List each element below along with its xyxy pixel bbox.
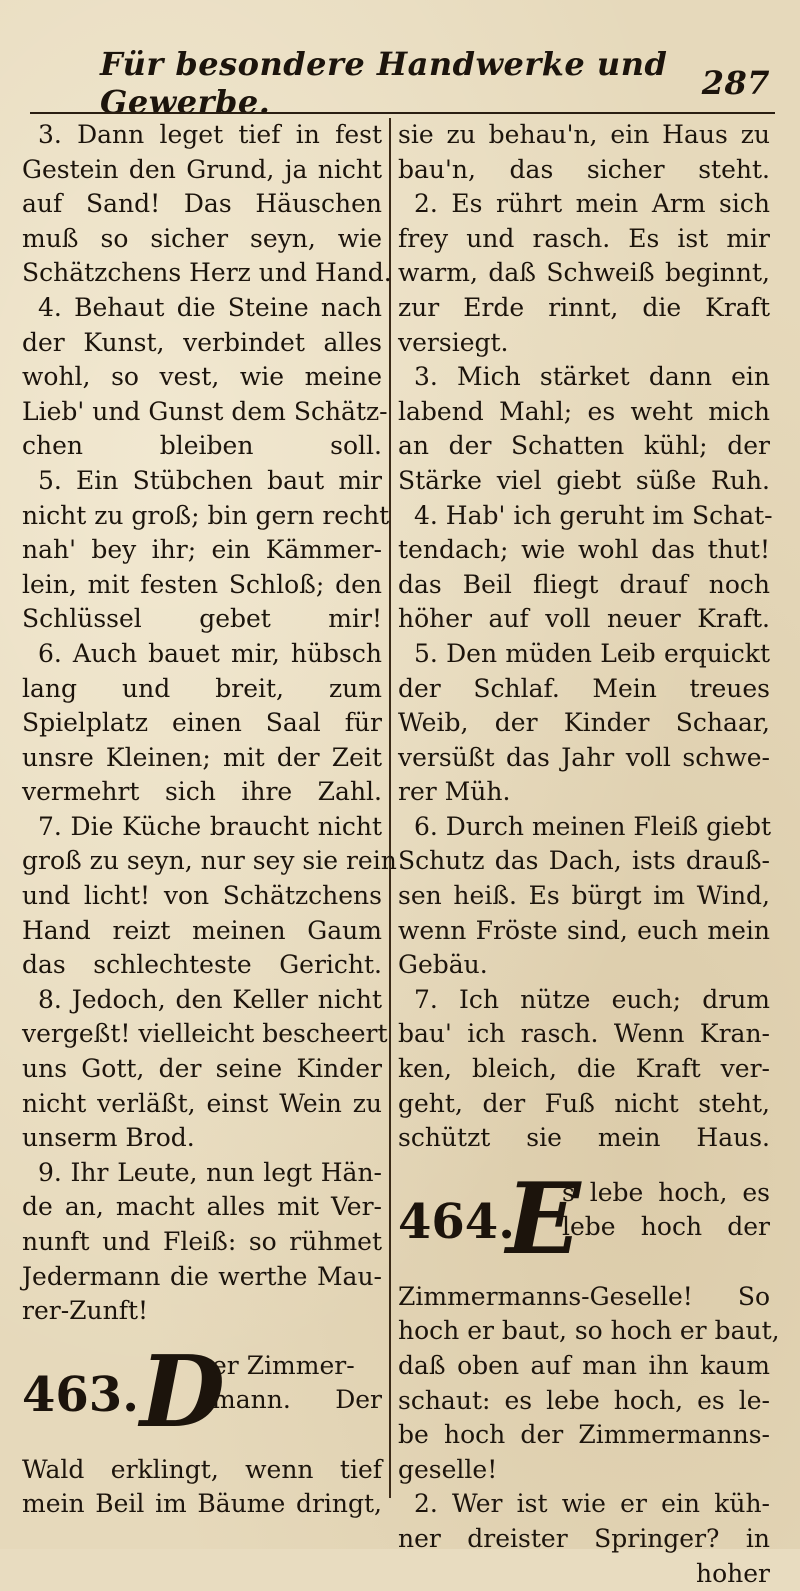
text-line xyxy=(22,948,382,983)
text-line xyxy=(398,464,770,499)
text-line xyxy=(398,291,770,326)
text-line xyxy=(398,1121,770,1156)
line-text: höher auf voll neuer Kraft. xyxy=(398,604,770,634)
line-text: 7. Ich nütze euch; drum xyxy=(414,984,770,1014)
line-text: 2. Wer ist wie er ein küh- xyxy=(414,1489,770,1519)
text-line xyxy=(398,879,770,914)
line-text: 7. Die Küche braucht nicht xyxy=(38,811,382,841)
text-line xyxy=(398,1384,770,1419)
line-text: muß so sicher seyn, wie xyxy=(22,223,382,253)
text-line xyxy=(22,360,382,395)
line-text: Spielplatz einen Saal für xyxy=(22,708,382,738)
line-text: frey und rasch. Es ist mir xyxy=(398,223,770,253)
text-line xyxy=(398,810,770,845)
text-line xyxy=(562,1210,770,1245)
text-line xyxy=(398,1052,770,1087)
text-line xyxy=(22,187,382,222)
text-line xyxy=(22,1017,388,1052)
text-line xyxy=(398,914,770,949)
line-text: hoch er baut, so hoch er baut, xyxy=(398,1316,780,1346)
text-line xyxy=(22,1121,382,1156)
text-line xyxy=(22,326,382,361)
text-line xyxy=(398,153,770,188)
text-line xyxy=(22,706,382,741)
line-text: Zimmermanns-Geselle! So xyxy=(398,1281,770,1311)
text-line xyxy=(22,222,382,257)
hymn-number: 464. xyxy=(398,1193,515,1250)
text-line xyxy=(398,1453,770,1488)
text-line xyxy=(22,499,390,534)
text-line xyxy=(398,983,770,1018)
running-header xyxy=(100,45,770,121)
text-line xyxy=(22,1294,382,1329)
hymn-number: 463. xyxy=(22,1366,139,1423)
line-text: geht, der Fuß nicht steht, xyxy=(398,1088,770,1118)
line-text: unserm Brod. xyxy=(22,1123,195,1153)
line-text: das schlechteste Gericht. xyxy=(22,950,382,980)
line-text: 6. Auch bauet mir, hübsch xyxy=(38,638,382,668)
line-text: das Beil fliegt drauf noch xyxy=(398,569,770,599)
line-text: er Zimmer- xyxy=(212,1350,355,1380)
line-text: 5. Den müden Leib erquickt xyxy=(414,638,770,668)
line-text: 8. Jedoch, den Keller nicht xyxy=(38,984,382,1014)
text-line xyxy=(398,568,770,603)
text-line xyxy=(22,983,382,1018)
text-line xyxy=(212,1349,382,1384)
line-text: tendach; wie wohl das thut! xyxy=(398,535,770,565)
line-text: zur Erde rinnt, die Kraft xyxy=(398,292,770,322)
text-line xyxy=(398,360,770,395)
text-line xyxy=(398,1522,770,1557)
header-rule xyxy=(30,112,775,114)
line-text: Wald erklingt, wenn tief xyxy=(22,1454,382,1484)
line-text: Hand reizt meinen Gaum xyxy=(22,915,382,945)
text-line xyxy=(398,326,770,361)
text-line xyxy=(398,741,770,776)
line-text: 3. Dann leget tief in fest xyxy=(38,120,382,149)
hymn-head-lines xyxy=(562,1172,770,1245)
line-text: sie zu behau'n, ein Haus zu xyxy=(398,120,770,149)
line-text: lang und breit, zum xyxy=(22,673,382,703)
line-text: geselle! xyxy=(398,1454,498,1484)
line-text: groß zu seyn, nur sey sie rein xyxy=(22,846,397,876)
line-text: bau'n, das sicher steht. xyxy=(398,154,770,184)
text-line xyxy=(22,1225,382,1260)
line-text: nah' bey ihr; ein Kämmer- xyxy=(22,535,382,565)
line-text: der Kunst, verbindet alles xyxy=(22,327,382,357)
text-line xyxy=(22,395,388,430)
line-text: be hoch der Zimmermanns- xyxy=(398,1420,770,1450)
line-text: Schätzchens Herz und Hand. xyxy=(22,258,392,288)
line-text: auf Sand! Das Häuschen xyxy=(22,189,382,219)
line-text: wohl, so vest, wie meine xyxy=(22,362,382,392)
line-text: sen heiß. Es bürgt im Wind, xyxy=(398,881,770,911)
line-text: Schlüssel gebet mir! xyxy=(22,604,382,634)
hymn-head-lines xyxy=(212,1345,382,1418)
text-line xyxy=(22,533,382,568)
hymn-463-text xyxy=(22,1453,382,1522)
running-title: Für besondere Handwerke und Gewerbe. xyxy=(100,45,668,121)
line-text: Lieb' und Gunst dem Schätz- xyxy=(22,396,388,426)
line-text: 2. Es rührt mein Arm sich xyxy=(414,189,770,219)
text-line xyxy=(22,810,382,845)
line-text: und licht! von Schätzchens xyxy=(22,881,382,911)
text-line xyxy=(22,153,382,188)
line-text: der Schlaf. Mein treues xyxy=(398,673,770,703)
text-line xyxy=(22,637,382,672)
line-text: an der Schatten kühl; der xyxy=(398,431,770,461)
text-line xyxy=(22,1190,382,1225)
hymn-464-text xyxy=(398,1280,780,1591)
line-text: 6. Durch meinen Fleiß giebt xyxy=(414,811,772,841)
text-line xyxy=(562,1176,770,1211)
text-line xyxy=(398,499,773,534)
hymn-464-heading xyxy=(398,1161,770,1277)
line-text: schützt sie mein Haus. xyxy=(398,1123,770,1153)
text-line xyxy=(22,1487,382,1522)
column-divider xyxy=(389,118,391,1498)
text-line xyxy=(398,602,770,637)
text-line xyxy=(22,741,382,776)
line-text: uns Gott, der seine Kinder xyxy=(22,1054,382,1084)
text-line xyxy=(398,533,770,568)
line-text: mann. Der xyxy=(212,1385,382,1415)
text-line xyxy=(22,672,382,707)
line-text: 5. Ein Stübchen baut mir xyxy=(38,465,382,495)
line-text: ner dreister Springer? in xyxy=(398,1523,770,1553)
text-line xyxy=(22,602,382,637)
drop-cap: E xyxy=(506,1161,581,1277)
line-text: lebe hoch der xyxy=(562,1212,770,1242)
text-line xyxy=(22,1260,382,1295)
line-text: nunft und Fleiß: so rühmet xyxy=(22,1227,382,1256)
line-text: chen bleiben soll. xyxy=(22,431,382,461)
text-line xyxy=(22,914,382,949)
text-line xyxy=(398,1557,770,1591)
text-line xyxy=(398,187,770,222)
text-line xyxy=(22,1052,382,1087)
line-text: 3. Mich stärket dann ein xyxy=(414,362,770,392)
text-line xyxy=(22,775,382,810)
line-text: daß oben auf man ihn kaum xyxy=(398,1351,770,1380)
line-text: Gebäu. xyxy=(398,950,488,980)
text-line xyxy=(398,1349,770,1384)
text-line xyxy=(398,395,770,430)
right-column xyxy=(398,118,780,1588)
text-line xyxy=(398,1487,770,1522)
text-line xyxy=(398,222,770,257)
line-text: vermehrt sich ihre Zahl. xyxy=(22,777,382,807)
text-line xyxy=(398,118,770,153)
text-line xyxy=(22,568,382,603)
line-text: Stärke viel giebt süße Ruh. xyxy=(398,465,770,495)
text-line xyxy=(22,1453,382,1488)
line-text: vergeßt! vielleicht bescheert xyxy=(22,1019,388,1049)
line-text: de an, macht alles mit Ver- xyxy=(22,1192,382,1222)
left-verses xyxy=(22,118,397,1329)
hymn-463-heading xyxy=(22,1334,382,1450)
line-text: Weib, der Kinder Schaar, xyxy=(398,708,770,738)
right-verses xyxy=(398,118,773,1156)
text-line xyxy=(398,1017,770,1052)
text-line xyxy=(22,118,382,153)
text-line xyxy=(398,1314,780,1349)
line-text: Gestein den Grund, ja nicht xyxy=(22,154,382,184)
text-line xyxy=(22,429,382,464)
line-text: mein Beil im Bäume dringt, xyxy=(22,1489,382,1519)
line-text: wenn Fröste sind, euch mein xyxy=(398,915,770,945)
text-line xyxy=(398,844,770,879)
text-line xyxy=(212,1383,382,1418)
line-text: nicht zu groß; bin gern recht xyxy=(22,500,390,530)
line-text: Schutz das Dach, ists drauß- xyxy=(398,846,770,876)
text-line xyxy=(398,429,770,464)
text-line xyxy=(22,844,397,879)
text-line xyxy=(398,637,770,672)
line-text: versüßt das Jahr voll schwe- xyxy=(398,742,770,772)
text-line xyxy=(22,1156,382,1191)
drop-cap: D xyxy=(140,1334,225,1450)
text-line xyxy=(398,775,770,810)
line-text: s lebe hoch, es xyxy=(562,1177,770,1207)
text-line xyxy=(398,1280,770,1315)
line-text: nicht verläßt, einst Wein zu xyxy=(22,1088,382,1118)
text-line xyxy=(22,256,392,291)
line-text: unsre Kleinen; mit der Zeit xyxy=(22,742,382,772)
line-text: versiegt. xyxy=(398,327,509,357)
text-line xyxy=(22,879,382,914)
left-column xyxy=(22,118,397,1538)
line-text: warm, daß Schweiß beginnt, xyxy=(398,258,770,288)
text-line xyxy=(22,291,382,326)
line-text: labend Mahl; es weht mich xyxy=(398,396,770,426)
text-line xyxy=(398,948,770,983)
text-line xyxy=(398,1087,770,1122)
line-text: ken, bleich, die Kraft ver- xyxy=(398,1054,770,1084)
line-text: Jedermann die werthe Mau- xyxy=(22,1261,382,1291)
text-line xyxy=(398,256,770,291)
text-line xyxy=(398,706,770,741)
text-line xyxy=(22,1087,382,1122)
line-text: hoher xyxy=(696,1558,770,1588)
line-text: rer-Zunft! xyxy=(22,1296,149,1326)
text-line xyxy=(398,672,770,707)
line-text: rer Müh. xyxy=(398,777,511,807)
line-text: 4. Behaut die Steine nach xyxy=(38,292,382,322)
line-text: 9. Ihr Leute, nun legt Hän- xyxy=(38,1157,382,1187)
page-number: 287 xyxy=(701,64,770,102)
line-text: schaut: es lebe hoch, es le- xyxy=(398,1385,770,1415)
text-line xyxy=(22,464,382,499)
text-line xyxy=(398,1418,770,1453)
line-text: lein, mit festen Schloß; den xyxy=(22,569,382,599)
line-text: 4. Hab' ich geruht im Schat- xyxy=(414,500,773,530)
line-text: bau' ich rasch. Wenn Kran- xyxy=(398,1019,770,1049)
